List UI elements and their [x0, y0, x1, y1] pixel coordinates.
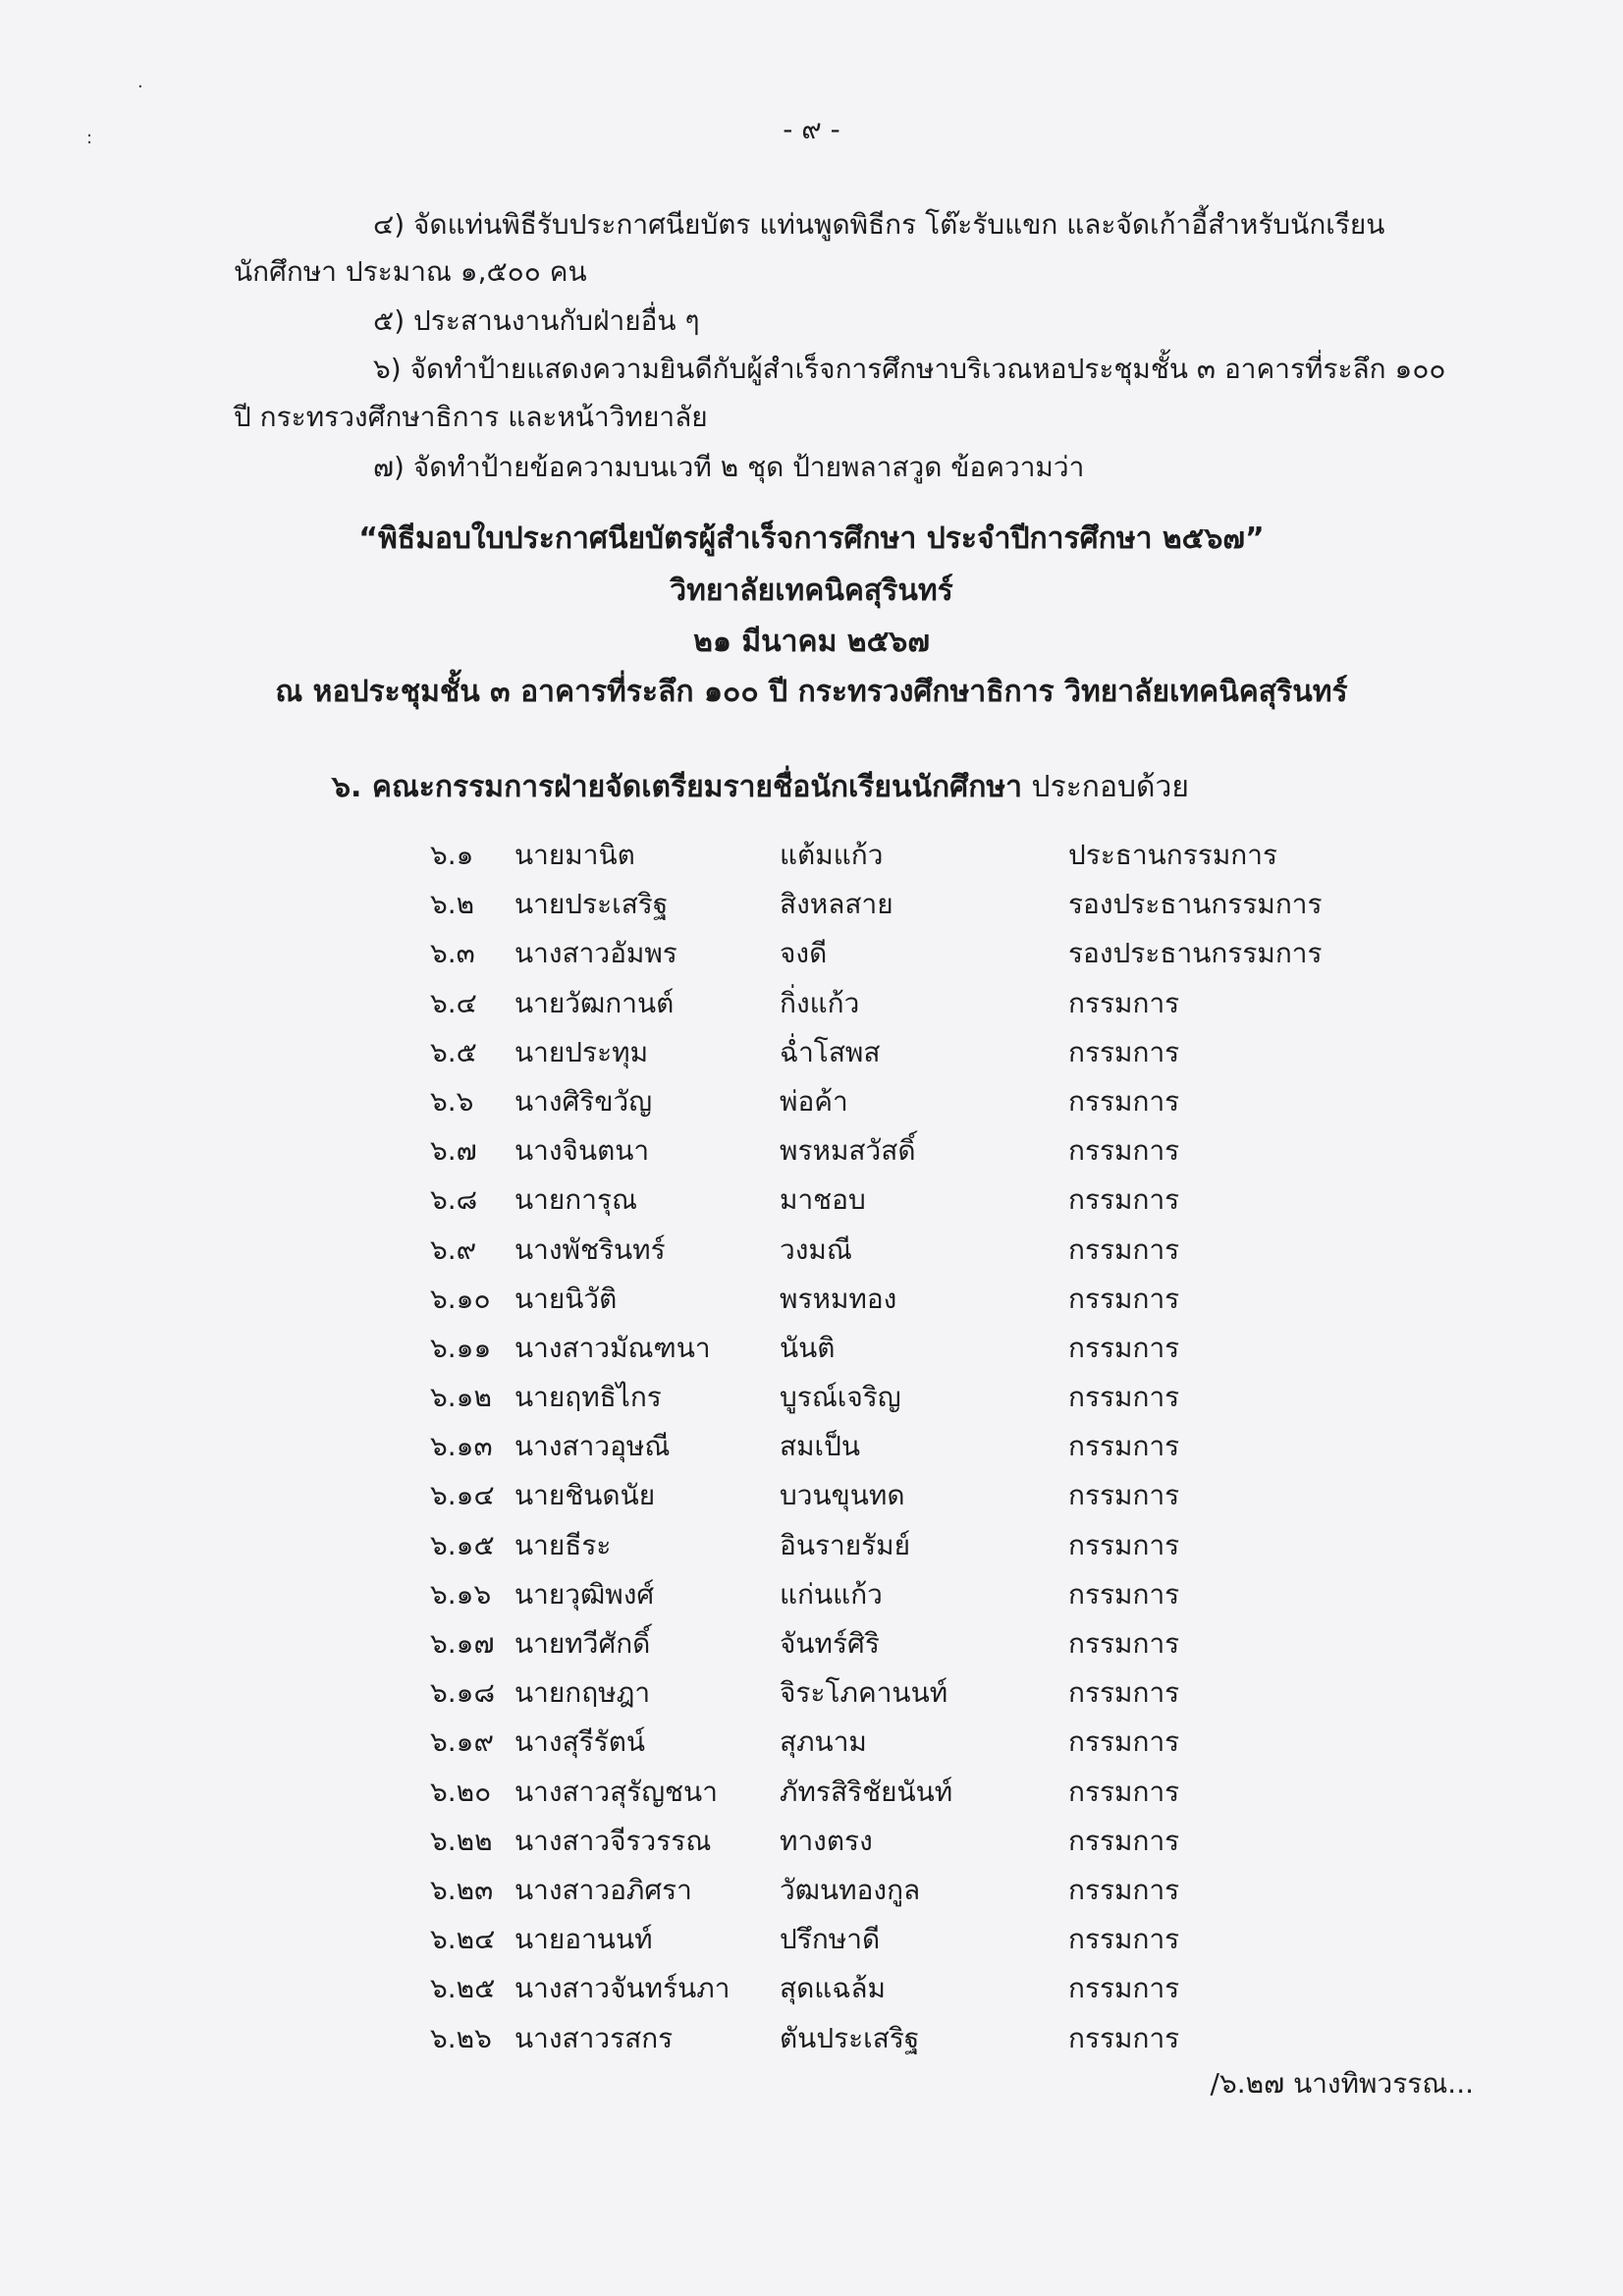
member-role: กรรมการ — [1068, 1577, 1180, 1611]
member-last-name: จันทร์ศิริ — [780, 1627, 880, 1660]
member-role: กรรมการ — [1068, 1035, 1180, 1068]
section-6-title — [332, 764, 1189, 811]
member-first-name: นายอานนท์ — [514, 1923, 653, 1956]
member-first-name: นายมานิต — [514, 839, 635, 871]
member-last-name: แต้มแก้ว — [780, 839, 884, 871]
member-number: ๖.๘ — [430, 1183, 478, 1217]
list-item — [430, 1718, 1412, 1767]
banner-line-1: “พิธีมอบใบประกาศนียบัตรผู้สำเร็จการศึกษา ประจำปีการศึกษา ๒๕๖๗” — [358, 521, 1265, 556]
member-last-name: พรหมทอง — [780, 1282, 897, 1315]
paragraph-5: ๕) ประสานงานกับฝ่ายอื่น ๆ — [373, 304, 700, 337]
member-first-name: นายวัฒกานต์ — [514, 986, 675, 1019]
member-number: ๖.๓ — [430, 937, 475, 970]
member-last-name: ฉ่ำโสพส — [780, 1035, 881, 1068]
member-first-name: นายประทุม — [514, 1035, 649, 1068]
list-item — [430, 1471, 1412, 1520]
member-number: ๖.๑๔ — [430, 1479, 495, 1512]
member-first-name: นายชินดนัย — [514, 1479, 656, 1512]
member-first-name: นายการุณ — [514, 1183, 637, 1217]
member-role: กรรมการ — [1068, 1627, 1180, 1660]
list-item — [430, 1077, 1412, 1126]
member-first-name: นายวุฒิพงศ์ — [514, 1577, 655, 1611]
member-role: กรรมการ — [1068, 986, 1180, 1019]
list-item — [430, 1866, 1412, 1915]
banner-line-3: ๒๑ มีนาคม ๒๕๖๗ — [693, 625, 930, 659]
member-last-name: อินรายรัมย์ — [780, 1528, 911, 1561]
banner-line-4: ณ หอประชุมชั้น ๓ อาคารที่ระลึก ๑๐๐ ปี กระทรวงศึกษาธิการ วิทยาลัยเทคนิคสุรินทร์ — [275, 675, 1348, 709]
member-first-name: นายธีระ — [514, 1528, 612, 1561]
member-last-name: บูรณ์เจริญ — [780, 1381, 901, 1414]
list-item — [430, 1668, 1412, 1718]
member-first-name: นางสาวอัมพร — [514, 937, 677, 970]
member-last-name: จงดี — [780, 937, 828, 970]
member-last-name: ปรึกษาดี — [780, 1923, 881, 1956]
list-item — [430, 1226, 1412, 1275]
member-role: กรรมการ — [1068, 1183, 1180, 1217]
list-item — [430, 1817, 1412, 1866]
member-role: กรรมการ — [1068, 1972, 1180, 2005]
member-first-name: นายฤทธิไกร — [514, 1381, 662, 1414]
member-first-name: นางจินตนา — [514, 1134, 650, 1168]
member-first-name: นางสุรีรัตน์ — [514, 1725, 646, 1759]
list-item — [430, 880, 1412, 929]
list-item — [430, 831, 1412, 880]
member-role: รองประธานกรรมการ — [1068, 937, 1323, 970]
paragraph-6-line-2: ปี กระทรวงศึกษาธิการ และหน้าวิทยาลัย — [234, 401, 708, 433]
member-last-name: สุภนาม — [780, 1725, 867, 1759]
list-item — [430, 1275, 1412, 1324]
member-number: ๖.๒๐ — [430, 1775, 492, 1808]
list-item — [430, 929, 1412, 978]
list-item — [430, 1422, 1412, 1471]
member-first-name: นางสาวรสกร — [514, 2021, 674, 2054]
member-number: ๖.๒๔ — [430, 1923, 496, 1956]
member-role: รองประธานกรรมการ — [1068, 888, 1323, 921]
member-role: กรรมการ — [1068, 1873, 1180, 1906]
list-item — [430, 1768, 1412, 1817]
member-last-name: พ่อค้า — [780, 1084, 848, 1118]
committee-member-list — [430, 831, 1412, 2063]
member-role: กรรมการ — [1068, 1282, 1180, 1315]
paragraph-7: ๗) จัดทำป้ายข้อความบนเวที ๒ ชุด ป้ายพลาสวูด ข้อความว่า — [373, 451, 1085, 483]
member-role: กรรมการ — [1068, 1479, 1180, 1512]
member-number: ๖.๒๕ — [430, 1972, 496, 2005]
banner-line-2: วิทยาลัยเทคนิคสุรินทร์ — [670, 574, 953, 608]
member-last-name: นันติ — [780, 1331, 836, 1364]
member-number: ๖.๕ — [430, 1035, 477, 1068]
list-item — [430, 1028, 1412, 1077]
member-number: ๖.๑๒ — [430, 1381, 492, 1414]
member-number: ๖.๑๐ — [430, 1282, 491, 1315]
member-number: ๖.๑๘ — [430, 1676, 496, 1710]
margin-mark-second: : — [86, 128, 93, 148]
member-last-name: พรหมสวัสดิ์ — [780, 1134, 916, 1168]
page-number: - ๙ - — [783, 113, 840, 145]
member-first-name: นางสาวอภิศรา — [514, 1873, 692, 1906]
member-number: ๖.๑๕ — [430, 1528, 495, 1561]
member-number: ๖.๔ — [430, 986, 477, 1019]
member-role: กรรมการ — [1068, 1725, 1180, 1759]
list-item — [430, 1915, 1412, 1964]
section-6-title-bold: ๖. คณะกรรมการฝ่ายจัดเตรียมรายชื่อนักเรียนนักศึกษา — [332, 770, 1022, 804]
member-role: กรรมการ — [1068, 1923, 1180, 1956]
member-number: ๖.๑๓ — [430, 1430, 493, 1463]
member-role: กรรมการ — [1068, 1824, 1180, 1857]
member-number: ๖.๒ — [430, 888, 475, 921]
paragraph-4-line-1: ๔) จัดแท่นพิธีรับประกาศนียบัตร แท่นพูดพิธีกร โต๊ะรับแขก และจัดเก้าอี้สำหรับนักเรียน — [373, 208, 1385, 241]
list-item — [430, 1175, 1412, 1225]
member-first-name: นางสาวมัณฑนา — [514, 1331, 711, 1364]
member-first-name: นางสาวอุษณี — [514, 1430, 671, 1463]
member-last-name: วงมณี — [780, 1232, 852, 1266]
member-first-name: นายนิวัติ — [514, 1282, 618, 1315]
member-number: ๖.๒๒ — [430, 1824, 493, 1857]
member-number: ๖.๙ — [430, 1232, 477, 1266]
member-role: กรรมการ — [1068, 1676, 1180, 1710]
member-number: ๖.๑๗ — [430, 1627, 495, 1660]
member-role: กรรมการ — [1068, 1381, 1180, 1414]
member-role: กรรมการ — [1068, 1430, 1180, 1463]
member-first-name: นางสาวจันทร์นภา — [514, 1972, 730, 2005]
member-last-name: มาชอบ — [780, 1183, 866, 1217]
member-role: กรรมการ — [1068, 1134, 1180, 1168]
member-last-name: จิระโภคานนท์ — [780, 1676, 948, 1710]
list-item — [430, 1570, 1412, 1619]
member-number: ๖.๒๓ — [430, 1873, 494, 1906]
member-last-name: ตันประเสริฐ — [780, 2021, 920, 2054]
member-number: ๖.๑๑ — [430, 1331, 492, 1364]
member-number: ๖.๒๖ — [430, 2021, 492, 2054]
member-last-name: บวนขุนทด — [780, 1479, 905, 1512]
list-item — [430, 1964, 1412, 2013]
member-first-name: นางสาวจีรวรรณ — [514, 1824, 712, 1857]
member-role: ประธานกรรมการ — [1068, 839, 1278, 871]
member-role: กรรมการ — [1068, 1331, 1180, 1364]
list-item — [430, 1521, 1412, 1570]
member-last-name: สมเป็น — [780, 1430, 861, 1463]
member-last-name: ทางตรง — [780, 1824, 873, 1857]
member-role: กรรมการ — [1068, 2021, 1180, 2054]
next-page-reference: /๖.๒๗ นางทิพวรรณ... — [1210, 2067, 1474, 2100]
section-6-title-rest: ประกอบด้วย — [1022, 770, 1189, 804]
member-last-name: ภัทรสิริชัยนันท์ — [780, 1775, 953, 1808]
member-role: กรรมการ — [1068, 1232, 1180, 1266]
member-last-name: แก่นแก้ว — [780, 1577, 883, 1611]
member-number: ๖.๑ — [430, 839, 474, 871]
member-first-name: นางสาวสุรัญชนา — [514, 1775, 718, 1808]
member-last-name: สุดแฉล้ม — [780, 1972, 887, 2005]
member-role: กรรมการ — [1068, 1775, 1180, 1808]
member-last-name: วัฒนทองกูล — [780, 1873, 921, 1906]
member-first-name: นางพัชรินทร์ — [514, 1232, 666, 1266]
paragraph-6-line-1: ๖) จัดทำป้ายแสดงความยินดีกับผู้สำเร็จการศึกษาบริเวณหอประชุมชั้น ๓ อาคารที่ระลึก ๑๐๐ — [373, 353, 1446, 385]
member-first-name: นายทวีศักดิ์ — [514, 1627, 651, 1660]
list-item — [430, 1619, 1412, 1668]
member-number: ๖.๖ — [430, 1084, 474, 1118]
member-first-name: นายประเสริฐ — [514, 888, 669, 921]
member-last-name: สิงหลสาย — [780, 888, 893, 921]
list-item — [430, 1373, 1412, 1422]
member-role: กรรมการ — [1068, 1528, 1180, 1561]
member-first-name: นายกฤษฎา — [514, 1676, 651, 1710]
margin-mark-top: · — [137, 77, 143, 97]
list-item — [430, 2014, 1412, 2063]
paragraph-4-line-2: นักศึกษา ประมาณ ๑,๕๐๐ คน — [234, 255, 587, 288]
list-item — [430, 979, 1412, 1028]
member-number: ๖.๑๙ — [430, 1725, 494, 1759]
list-item — [430, 1324, 1412, 1373]
member-last-name: กิ่งแก้ว — [780, 986, 860, 1019]
member-number: ๖.๑๖ — [430, 1577, 492, 1611]
list-item — [430, 1126, 1412, 1175]
member-number: ๖.๗ — [430, 1134, 477, 1168]
member-first-name: นางศิริขวัญ — [514, 1084, 653, 1118]
member-role: กรรมการ — [1068, 1084, 1180, 1118]
